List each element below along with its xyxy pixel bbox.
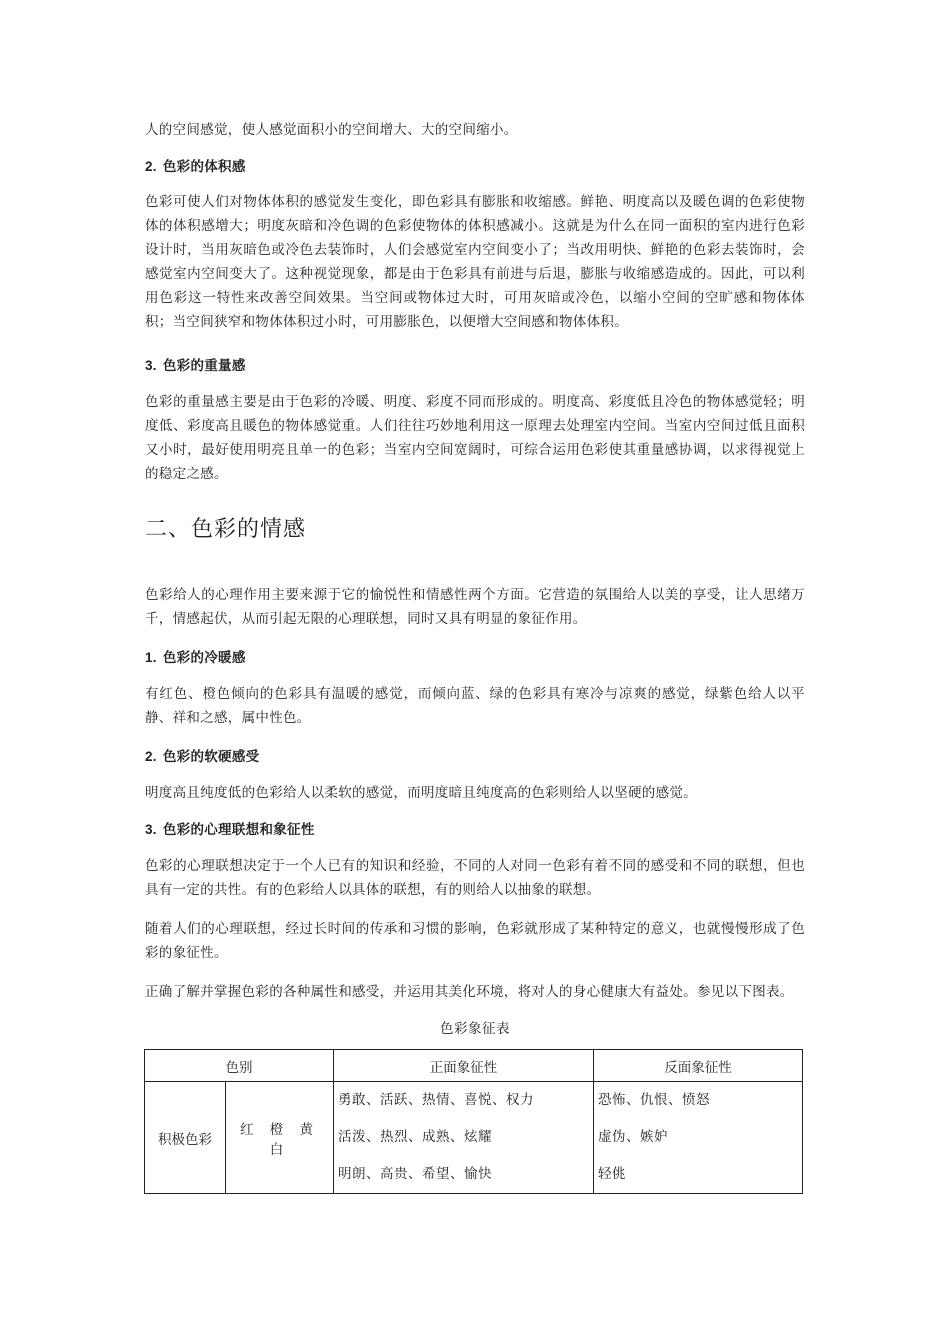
subheading-number: 2. [145,159,157,174]
positive-line: 活泼、热烈、成熟、炫耀 [338,1129,492,1145]
header-negative: 反面象征性 [594,1050,803,1082]
subheading-text: 色彩的心理联想和象征性 [162,822,315,838]
category-cell: 积极色彩 [145,1082,226,1194]
subheading-number: 2. [145,749,157,764]
negative-cell [594,1082,803,1194]
paragraph-emotion-intro: 色彩给人的心理作用主要来源于它的愉悦性和情感性两个方面。它营造的氛围给人以美的享受，让人思绪万千，情感起伏，从而引起无限的心理联想，同时又具有明显的象征作用。 [145,587,805,627]
color-symbol-table [144,1049,803,1194]
negative-line: 虚伪、嫉妒 [598,1129,668,1145]
paragraph-weight: 色彩的重量感主要是由于色彩的冷暖、明度、彩度不同而形成的。明度高、彩度低且冷色的物体感觉轻；明度低、彩度高且暖色的物体感觉重。人们往往巧妙地利用这一原理去处理室内空间。当室内空间过低且面积又小时，最好使用明亮且单一的色彩；当室内空间宽阔时，可综合运用色彩使其重量感协调，以求得视觉上的稳定之感。 [145,394,805,482]
header-color-type: 色别 [145,1050,334,1082]
paragraph-softness: 明度高且纯度低的色彩给人以柔软的感觉，而明度暗且纯度高的色彩则给人以坚硬的感觉。 [145,785,697,801]
colors-cell: 红 橙 黄 白 [226,1082,334,1194]
subheading-weight [145,356,246,376]
paragraph-association-1: 色彩的心理联想决定于一个人已有的知识和经验，不同的人对同一色彩有着不同的感受和不同的联想，但也具有一定的共性。有的色彩给人以具体的联想，有的则给人以抽象的联想。 [145,858,805,898]
subheading-text: 色彩的重量感 [162,358,246,374]
subheading-volume [145,157,246,177]
paragraph-warmth: 有红色、橙色倾向的色彩具有温暖的感觉，而倾向蓝、绿的色彩具有寒冷与凉爽的感觉，绿紫色给人以平静、祥和之感，属中性色。 [145,686,805,726]
table-row [145,1082,803,1194]
subheading-number: 3. [145,358,157,373]
paragraph-conclusion: 正确了解并掌握色彩的各种属性和感受，并运用其美化环境，将对人的身心健康大有益处。参见以下图表。 [145,984,794,1000]
table-header-row [145,1050,803,1082]
negative-line: 轻佻 [598,1166,626,1182]
subheading-number: 1. [145,650,157,665]
header-positive: 正面象征性 [334,1050,594,1082]
negative-line: 恐怖、仇恨、愤怒 [598,1092,710,1108]
section-heading-emotion: 二、色彩的情感 [145,517,307,542]
paragraph-volume: 色彩可使人们对物体体积的感觉发生变化，即色彩具有膨胀和收缩感。鲜艳、明度高以及暖色调的色彩使物体的体积感增大；明度灰暗和冷色调的色彩使物体的体积感减小。这就是为什么在同一面积的室内进行色彩设计时，当用灰暗色或冷色去装饰时，人们会感觉室内空间变小了；当改用明快、鲜艳的色彩去装饰时，会感觉室内空间变大了。这种视觉现象，都是由于色彩具有前进与后退，膨胀与收缩感造成的。因此，可以利用色彩这一特性来改善空间效果。当空间或物体过大时，可用灰暗或冷色，以缩小空间的空旷感和物体体积；当空间狭窄和物体体积过小时，可用膨胀色，以便增大空间感和物体体积。 [145,194,805,330]
subheading-number: 3. [145,822,157,837]
positive-line: 勇敢、活跃、热情、喜悦、权力 [338,1092,534,1108]
subheading-text: 色彩的体积感 [162,159,246,175]
paragraph-intro-tail: 人的空间感觉，使人感觉面积小的空间增大、大的空间缩小。 [145,122,518,138]
subheading-text: 色彩的冷暖感 [162,650,246,666]
positive-line: 明朗、高贵、希望、愉快 [338,1166,492,1182]
table-caption: 色彩象征表 [440,1021,510,1037]
subheading-text: 色彩的软硬感受 [162,749,260,765]
subheading-softness [145,747,259,767]
positive-cell [334,1082,594,1194]
subheading-association [145,820,315,840]
subheading-warmth [145,648,246,668]
paragraph-association-2: 随着人们的心理联想，经过长时间的传承和习惯的影响，色彩就形成了某种特定的意义，也就慢慢形成了色彩的象征性。 [145,921,805,961]
